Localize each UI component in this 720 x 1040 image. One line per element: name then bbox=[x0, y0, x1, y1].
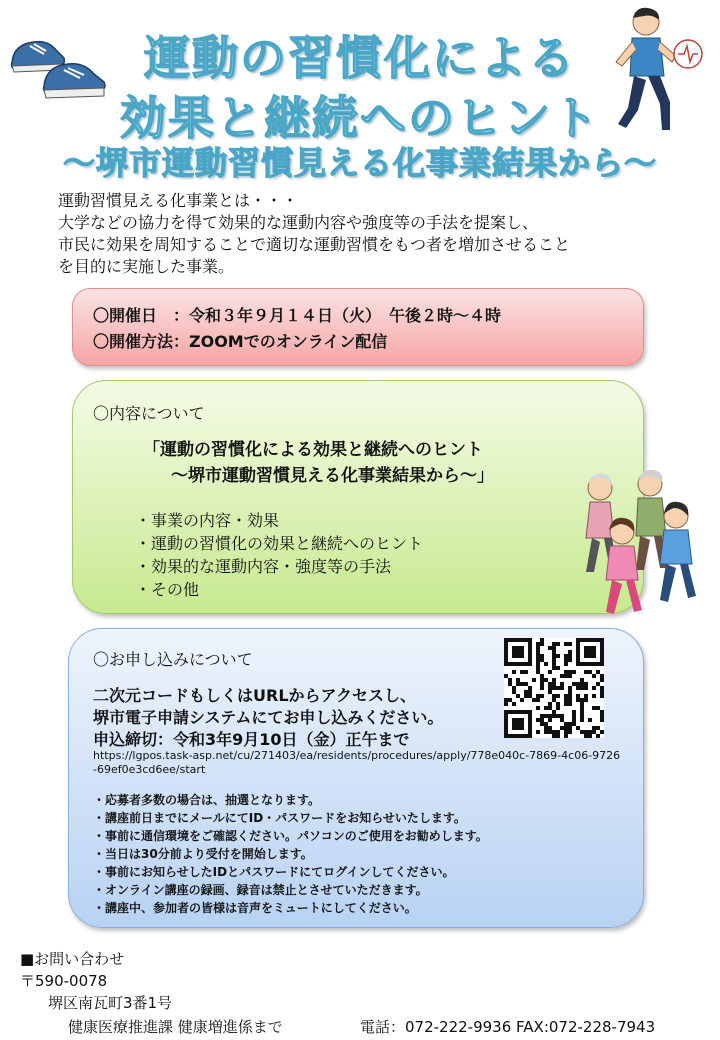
walking-family-illustration bbox=[564, 462, 704, 622]
note-item: ・当日は30分前より受付を開始します。 bbox=[93, 847, 313, 861]
phone-fax: 電話：072-222-9936 FAX:072-228-7943 bbox=[360, 1018, 656, 1036]
apply-instruction-2: 堺市電子申請システムにてお申し込みください。 bbox=[93, 708, 444, 727]
lecture-title-line-2: ～堺市運動習慣見える化事業結果から～」 bbox=[171, 466, 494, 486]
content-list bbox=[135, 509, 423, 601]
list-item: ・運動の習慣化の効果と継続へのヒント bbox=[135, 534, 424, 553]
list-item: ・その他 bbox=[135, 580, 200, 599]
intro-line-2: 大学などの協力を得て効果的な運動内容や強度等の手法を提案し、 bbox=[58, 213, 539, 232]
intro-line-4: を目的に実施した事業。 bbox=[58, 257, 235, 276]
apply-heading: 〇お申し込みについて bbox=[93, 650, 253, 669]
intro-line-3: 市民に効果を周知することで適切な運動習慣をもつ者を増加させること bbox=[58, 235, 571, 254]
note-item: ・オンライン講座の録画、録音は禁止とさせていただきます。 bbox=[93, 883, 428, 897]
notes-list bbox=[93, 791, 488, 917]
content-box bbox=[72, 380, 644, 614]
event-method: 〇開催方法：ZOOMでのオンライン配信 bbox=[93, 332, 388, 351]
apply-deadline: 申込締切：令和3年9月10日（金）正午まで bbox=[93, 730, 410, 749]
note-item: ・応募者多数の場合は、抽選となります。 bbox=[93, 793, 321, 807]
sneakers-illustration bbox=[4, 24, 112, 106]
intro-line-1: 運動習慣見える化事業とは・・・ bbox=[58, 191, 299, 210]
department: 健康医療推進課 健康増進係まで bbox=[68, 1018, 283, 1036]
postal-code: 〒590-0078 bbox=[20, 972, 108, 990]
application-url-link[interactable]: https://lgpos.task-asp.net/cu/271403/ea/residents/procedures/apply/778e040c-7869-4c06-9726-69ef0e3cd6ee/start bbox=[93, 749, 621, 776]
subtitle: ～堺市運動習慣見える化事業結果から～ bbox=[62, 144, 657, 182]
qr-code[interactable] bbox=[504, 638, 604, 738]
contact-heading: ■お問い合わせ bbox=[20, 950, 125, 968]
note-item: ・講座中、参加者の皆様は音声をミュートにしてください。 bbox=[93, 901, 417, 915]
address: 堺区南瓦町3番1号 bbox=[48, 994, 173, 1012]
content-heading: 〇内容について bbox=[93, 404, 205, 423]
note-item: ・事前に通信環境をご確認ください。パソコンのご使用をお勧めします。 bbox=[93, 829, 488, 843]
event-info-box bbox=[72, 288, 644, 366]
title-line-1: 運動の習慣化による bbox=[144, 31, 576, 85]
list-item: ・事業の内容・効果 bbox=[135, 511, 280, 530]
event-date: 〇開催日 ：令和３年９月１４日（火） 午後２時～４時 bbox=[93, 306, 502, 325]
jogging-man-illustration bbox=[604, 4, 708, 140]
shoe-front bbox=[44, 64, 105, 98]
lecture-title-line-1: 「運動の習慣化による効果と継続へのヒント bbox=[143, 440, 483, 460]
apply-instruction-1: 二次元コードもしくはURLからアクセスし、 bbox=[93, 686, 417, 705]
note-item: ・事前にお知らせしたIDとパスワードにてログインしてください。 bbox=[93, 865, 455, 879]
intro-text bbox=[58, 190, 678, 278]
boy-figure bbox=[660, 502, 696, 602]
note-item: ・講座前日までにメールにてID・パスワードをお知らせいたします。 bbox=[93, 811, 466, 825]
title-line-2: 効果と継続へのヒント bbox=[120, 91, 600, 145]
list-item: ・効果的な運動内容・強度等の手法 bbox=[135, 557, 392, 576]
